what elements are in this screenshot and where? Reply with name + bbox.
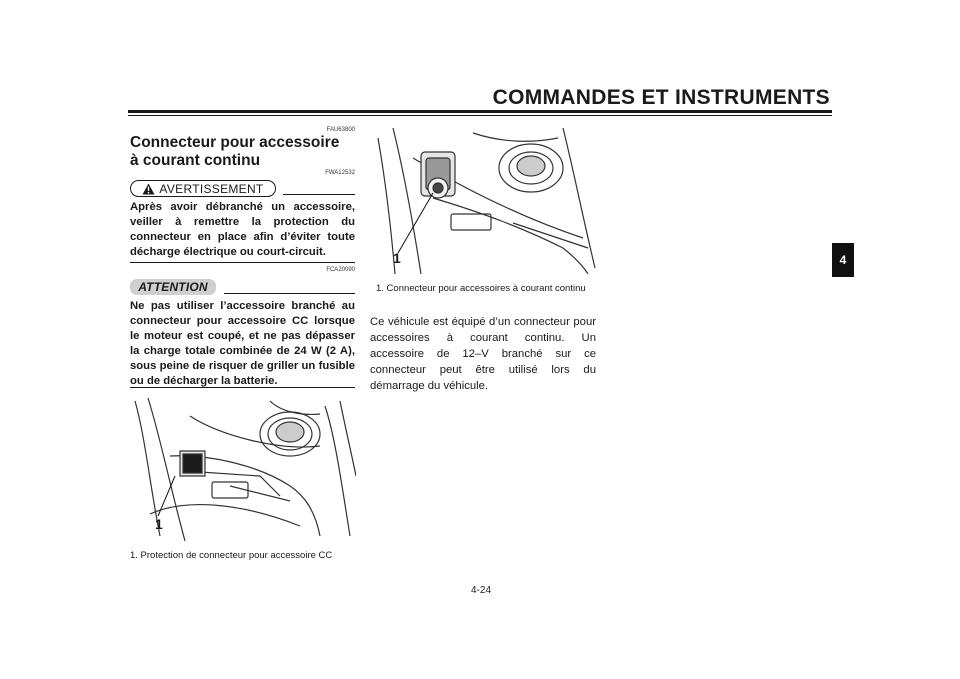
warning-text: Après avoir débranché un accessoire, veiller à remettre la protection du connecteur en place afin d’éviter toute décharge électrique ou court-circuit. <box>130 201 355 258</box>
warning-badge <box>130 180 276 197</box>
figure-callout-number: 1 <box>393 250 401 266</box>
reference-code: FAU63800 <box>326 127 355 133</box>
connector-cover-illustration <box>130 396 356 542</box>
header-rule-thin <box>128 115 832 116</box>
warning-rule <box>283 194 355 195</box>
warning-triangle-icon <box>142 183 155 195</box>
figure-callout-number: 1 <box>155 516 163 532</box>
attention-rule <box>224 293 355 294</box>
figure-caption: 1. Connecteur pour accessoires à courant continu <box>376 283 586 294</box>
chapter-tab[interactable]: 4 <box>832 243 854 277</box>
page-number: 4-24 <box>470 585 491 596</box>
figure-caption: 1. Protection de connecteur pour accessoire CC <box>130 550 333 561</box>
attention-badge: ATTENTION <box>130 279 216 295</box>
connector-illustration <box>373 128 599 274</box>
page-header-title: COMMANDES ET INSTRUMENTS <box>492 86 830 109</box>
body-paragraph: Ce véhicule est équipé d’un connecteur pour accessoires à courant continu. Un accessoire de 12–V branché sur ce connecteur peut être utilisé lors du démarrage du véhicule. <box>370 316 596 392</box>
attention-text: Ne pas utiliser l’accessoire branché au connecteur pour accessoire CC lorsque le moteur est coupé, et ne pas dépasser la charge totale combinée de 24 W (2 A), sous peine de risquer de griller un fusible ou de décharger la batterie. <box>130 300 355 387</box>
warning-end-rule <box>130 262 355 263</box>
warning-label: AVERTISSEMENT <box>159 181 264 196</box>
reference-code: FCA20090 <box>326 267 355 273</box>
section-title: Connecteur pour accessoire à courant continu <box>130 134 340 169</box>
header-rule <box>128 110 832 113</box>
reference-code: FWA12532 <box>325 170 355 176</box>
attention-end-rule <box>130 387 355 388</box>
